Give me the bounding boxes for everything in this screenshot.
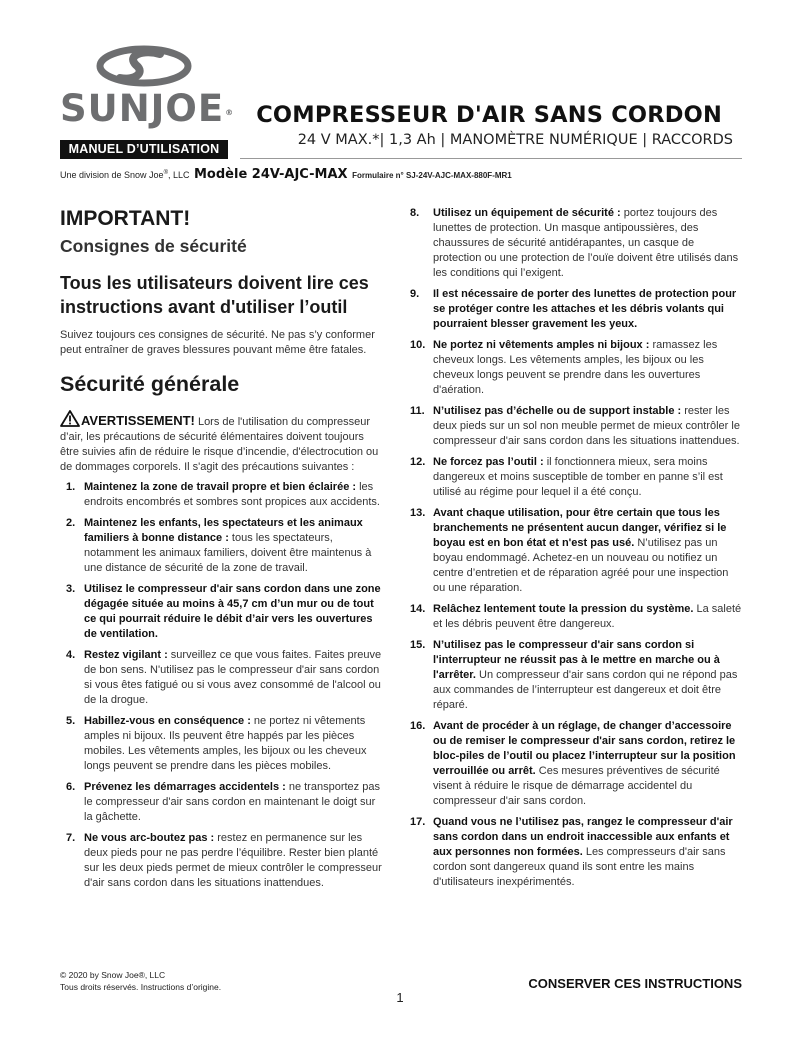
safety-item (60, 714, 382, 774)
item-number: 14. (410, 603, 426, 615)
copyright (60, 969, 221, 993)
item-bold-lead: Prévenez les démarrages accidentels : (84, 781, 286, 793)
item-bold-lead: Il est nécessaire de porter des lunettes de protection pour se protéger contre les attaches et les débris volants qui pourraient blesser gravement les yeux. (433, 288, 737, 330)
keep-instructions: CONSERVER CES INSTRUCTIONS (528, 976, 742, 991)
left-column (60, 206, 382, 891)
copyright-line-2: Tous droits réservés. Instructions d’origine. (60, 982, 222, 992)
item-bold-lead: Quand vous ne l’utilisez pas, rangez le compresseur d'air sans cordon dans un endroit inaccessible aux enfants et aux personnes non formées. (433, 816, 733, 858)
item-number: 3. (66, 583, 76, 595)
item-number: 4. (66, 649, 76, 661)
item-number: 16. (410, 720, 426, 732)
header-divider (240, 158, 742, 159)
warning-triangle-icon (60, 410, 80, 427)
page-number: 1 (396, 990, 404, 1005)
sunjoe-swoosh-icon (96, 45, 192, 87)
safety-item (410, 455, 742, 500)
item-number: 15. (410, 639, 426, 651)
item-number: 12. (410, 456, 426, 468)
safety-item (60, 831, 382, 891)
model-line: Une division de Snow Joe®, LLC Modèle 24V-AJC-MAX Formulaire n° SJ-24V-AJC-MAX-880F-MR1 (60, 167, 512, 182)
item-bold-lead: Maintenez la zone de travail propre et bien éclairée : (84, 481, 357, 493)
safety-item (410, 338, 742, 398)
item-bold-lead: N’utilisez pas d’échelle ou de support instable : (433, 405, 682, 417)
item-number: 2. (66, 517, 76, 529)
item-bold-lead: Maintenez les enfants, les spectateurs et les animaux familiers à bonne distance : (84, 517, 363, 544)
item-text: ramassez les cheveux longs. Les vêtements amples, les bijoux ou les cheveux longs peuvent se prendre dans les ouvertures d'aération. (433, 339, 718, 396)
item-text: Les compresseurs d'air sans cordon sont dangereux quand ils sont entre les mains d'utilisateurs inexpérimentés. (433, 846, 726, 888)
all-users-heading: Tous les utilisateurs doivent lire ces instructions avant d'utiliser l’outil (60, 273, 369, 317)
item-number: 17. (410, 816, 426, 828)
intro-text: Suivez toujours ces consignes de sécurité. Ne pas s’y conformer peut entraîner de graves blessures pouvant même être fatales. (60, 329, 375, 356)
left-safety-list (60, 480, 382, 891)
safety-item (410, 404, 742, 449)
safety-item (410, 815, 742, 890)
warning-label: AVERTISSEMENT! (81, 413, 195, 428)
item-bold-lead: Ne forcez pas l’outil : (433, 456, 544, 468)
item-text: portez toujours des lunettes de protection. Un masque antipoussières, des chaussures de sécurité antidérapantes, un casque de protection ou une protection de l’ouïe doivent être utilisés dans les conditions qui l’exigent. (433, 207, 739, 279)
item-bold-lead: Relâchez lentement toute la pression du système. (433, 603, 694, 615)
item-text: les endroits encombrés et sombres sont propices aux accidents. (84, 481, 380, 508)
item-text: Ces mesures préventives de sécurité visent à réduire le risque de démarrage accidentel du compresseur d'air sans cordon. (433, 765, 720, 807)
safety-item (60, 516, 382, 576)
safety-item (60, 480, 382, 510)
item-text: ne transportez pas le compresseur d'air sans cordon en maintenant le doigt sur la gâchette. (84, 781, 380, 823)
brand-logo (60, 45, 235, 130)
safety-item (410, 506, 742, 596)
important-heading: IMPORTANT! (60, 207, 191, 230)
item-bold-lead: Habillez-vous en conséquence : (84, 715, 251, 727)
brand-wordmark: SUNJOE® (60, 87, 235, 130)
item-text: tous les spectateurs, notamment les animaux familiers, doivent être maintenus à une distance de sécurité de la zone de travail. (84, 532, 372, 574)
safety-item (60, 780, 382, 825)
model-number: Modèle 24V-AJC-MAX (194, 167, 348, 182)
right-column (410, 206, 742, 890)
safety-item (410, 206, 742, 281)
item-number: 11. (410, 405, 425, 417)
item-text: il fonctionnera mieux, sera moins dangereux et moins susceptible de tomber en panne s’il est utilisé au régime pour lequel il a été conçu. (433, 456, 723, 498)
general-safety-heading: Sécurité générale (60, 372, 240, 396)
item-number: 8. (410, 207, 420, 219)
form-number: Formulaire n° SJ-24V-AJC-MAX-880F-MR1 (352, 171, 512, 180)
item-number: 6. (66, 781, 76, 793)
safety-item (60, 648, 382, 708)
item-number: 5. (66, 715, 76, 727)
document-title: COMPRESSEUR D'AIR SANS CORDON (256, 102, 722, 128)
item-text: Un compresseur d'air sans cordon qui ne répond pas aux commandes de l’interrupteur est dangereux et doit être réparé. (433, 669, 738, 711)
item-bold-lead: Avant chaque utilisation, pour être certain que tous les branchements ne présentent aucun danger, vérifiez si le boyau est en bon état et n'est pas usé. (433, 507, 727, 549)
item-bold-lead: Utilisez un équipement de sécurité : (433, 207, 621, 219)
copyright-line-1: © 2020 by Snow Joe®, LLC (60, 970, 166, 980)
item-bold-lead: N’utilisez pas le compresseur d'air sans cordon si l'interrupteur ne réussit pas à le mettre en marche ou à l'arrêter. (433, 639, 720, 681)
safety-item (410, 719, 742, 809)
safety-item (60, 582, 382, 642)
safety-item (410, 602, 742, 632)
warning-text: Lors de l'utilisation du compresseur d’air, les précautions de sécurité élémentaires doivent toujours être suivies afin de réduire le risque d’incendie, d'électrocution ou de dommages corporels. Il s'agit des précautions suivantes : (60, 416, 379, 473)
item-text: ne portez ni vêtements amples ni bijoux. Ils peuvent être happés par les pièces mobiles. Les vêtements amples, les bijoux ou les cheveux longs peuvent se prendre dans les pièces mobiles. (84, 715, 367, 772)
item-text: surveillez ce que vous faites. Faites preuve de bon sens. N'utilisez pas le compresseur d'air sans cordon si vous êtes fatigué ou si vous avez consommé de l'alcool ou de la drogue. (84, 649, 382, 706)
item-bold-lead: Ne portez ni vêtements amples ni bijoux : (433, 339, 650, 351)
item-number: 10. (410, 339, 426, 351)
right-safety-list (410, 206, 742, 890)
safety-heading: Consignes de sécurité (60, 236, 247, 256)
manual-badge: MANUEL D’UTILISATION (60, 140, 228, 159)
document-subtitle: 24 V MAX.*| 1,3 Ah | MANOMÈTRE NUMÉRIQUE | RACCORDS (297, 132, 733, 148)
item-number: 13. (410, 507, 426, 519)
item-bold-lead: Avant de procéder à un réglage, de changer d’accessoire ou de remiser le compresseur d'air sans cordon, retirez le bloc-piles de l’outil ou placez l’interrupteur sur la position verrouillée ou arrêt. (433, 720, 736, 777)
item-number: 9. (410, 288, 420, 300)
item-text: rester les deux pieds sur un sol non meuble permet de mieux contrôler le compresseur d'air sans cordon dans les situations inattendues. (433, 405, 740, 447)
safety-item (410, 287, 742, 332)
item-text: N’utilisez pas un boyau endommagé. Achetez-en un nouveau ou notifiez un centre d’entretien et de réparation agréé pour une inspection ou une réparation. (433, 537, 729, 594)
item-number: 1. (66, 481, 76, 493)
item-text: La saleté et les débris peuvent être dangereux. (433, 603, 742, 630)
item-bold-lead: Restez vigilant : (84, 649, 168, 661)
item-bold-lead: Ne vous arc-boutez pas : (84, 832, 215, 844)
safety-item (410, 638, 742, 713)
warning-paragraph (60, 410, 382, 475)
item-text: restez en permanence sur les deux pieds pour ne pas perdre l’équilibre. Rester bien planté sur les deux pieds permet de mieux contrôler le compresseur d'air sans cordon dans les situations inattendues. (84, 832, 382, 889)
item-number: 7. (66, 832, 76, 844)
item-bold-lead: Utilisez le compresseur d'air sans cordon dans une zone dégagée située au moins à 45,7 cm d’un mur ou de tout ce qui pourrait réduire le débit d’air vers les ouvertures de ventilation. (84, 583, 381, 640)
